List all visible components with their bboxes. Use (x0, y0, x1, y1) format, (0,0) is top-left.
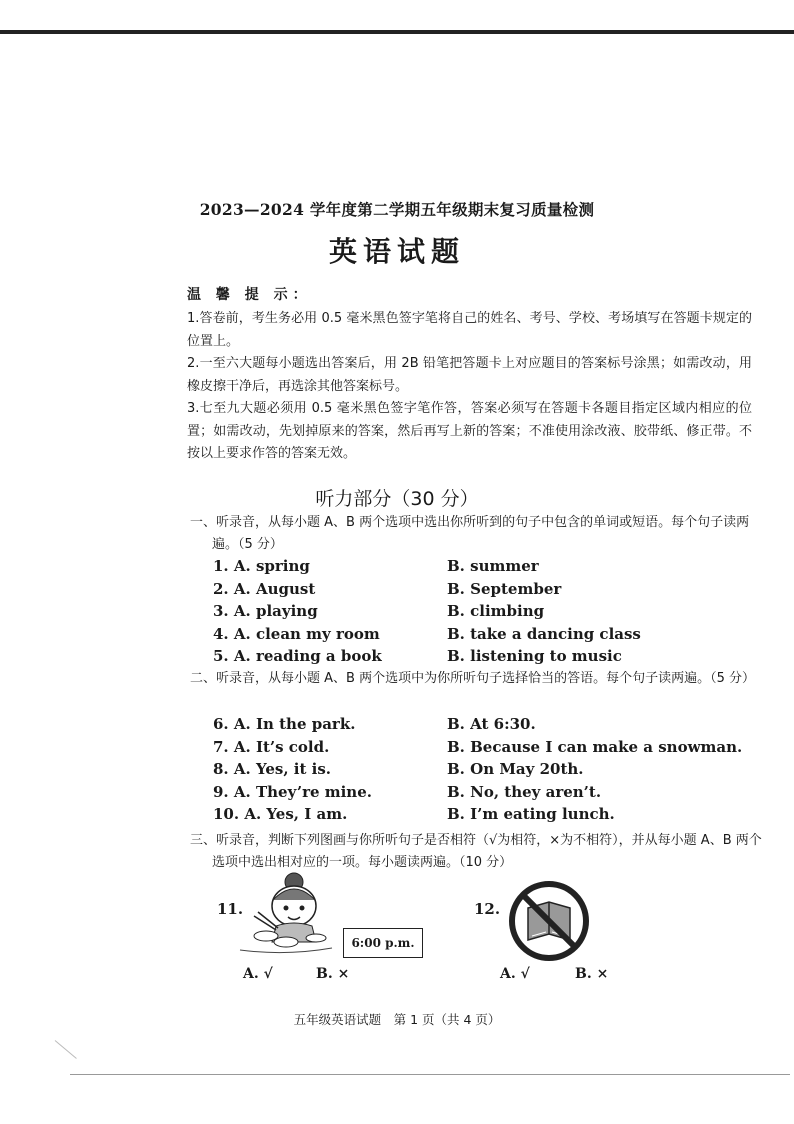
part1-instruction: 一、听录音，从每小题 A、B 两个选项中选出你所听到的句子中包含的单词或短语。每个句子读两遍。（5 分） (190, 515, 750, 552)
option-a: 9. A. They’re mine. (213, 782, 372, 801)
question-row (213, 715, 753, 738)
option-b: B. take a dancing class (447, 624, 641, 643)
question-row (213, 602, 753, 625)
option-b: B. summer (447, 557, 539, 575)
option-b: B. On May 20th. (447, 760, 584, 778)
no-book-sign-picture (506, 878, 592, 964)
question-row (213, 647, 753, 670)
question-row (213, 805, 753, 828)
question-row (213, 783, 753, 806)
option-b: B. Because I can make a snowman. (447, 737, 743, 756)
option-b: B. listening to music (447, 647, 622, 665)
q11-number: 11. (217, 900, 244, 918)
option-a: 1. A. spring (213, 557, 310, 575)
girl-eating-picture (236, 870, 336, 960)
part2-instruction: 二、听录音，从每小题 A、B 两个选项中为你所听句子选择恰当的答语。每个句子读两遍。（5 分） (190, 671, 755, 686)
page-footer: 五年级英语试题 第 1 页（共 4 页） (293, 1012, 501, 1027)
question-row (213, 625, 753, 648)
part2-questions (213, 715, 753, 828)
q12-option-b: B. × (575, 966, 609, 982)
part1-questions (213, 557, 753, 670)
option-a: 7. A. It’s cold. (213, 737, 330, 756)
tip-item: 2.一至六大题每小题选出答案后，用 2B 铅笔把答题卡上对应题目的答案标号涂黑；如需改动，用橡皮擦干净后，再选涂其他答案标号。 (187, 356, 752, 394)
part3-instruction: 三、听录音，判断下列图画与你所听句子是否相符（√为相符，×为不相符），并从每小题 A、B 两个选项中选出相对应的一项。每小题读两遍。（10 分） (190, 833, 762, 870)
question-row (213, 738, 753, 761)
q12-number: 12. (474, 900, 501, 918)
q11-option-a: A. √ (243, 966, 273, 982)
listening-section-title: 听力部分（30 分） (315, 488, 479, 510)
question-row (213, 580, 753, 603)
time-box: 6:00 p.m. (343, 928, 423, 958)
exam-title: 英语试题 (328, 235, 465, 268)
option-a: 8. A. Yes, it is. (213, 760, 332, 778)
option-a: 5. A. reading a book (213, 647, 382, 665)
exam-subtitle: 2023—2024 学年度第二学期五年级期末复习质量检测 (199, 200, 595, 219)
option-b: B. September (447, 579, 562, 598)
tip-item: 1.答卷前，考生务必用 0.5 毫米黑色签字笔将自己的姓名、考号、学校、考场填写在答题卡规定的位置上。 (187, 311, 752, 349)
option-a: 2. A. August (213, 579, 316, 598)
option-a: 4. A. clean my room (213, 624, 380, 643)
option-b: B. No, they aren’t. (447, 782, 602, 801)
question-row (213, 760, 753, 783)
option-a: 6. A. In the park. (213, 715, 356, 733)
tips-heading: 温 馨 提 示： (187, 287, 312, 303)
option-a: 10. A. Yes, I am. (213, 805, 348, 823)
question-row (213, 557, 753, 580)
scan-fold-mark (55, 1040, 77, 1059)
bottom-border (70, 1074, 790, 1075)
tips-block (187, 284, 752, 466)
option-a: 3. A. playing (213, 602, 318, 620)
option-b: B. I’m eating lunch. (447, 805, 615, 823)
option-b: B. At 6:30. (447, 715, 536, 733)
q11-option-b: B. × (316, 966, 350, 982)
top-border (0, 30, 794, 34)
q12-option-a: A. √ (500, 966, 530, 982)
option-b: B. climbing (447, 602, 545, 620)
tip-item: 3.七至九大题必须用 0.5 毫米黑色签字笔作答，答案必须写在答题卡各题目指定区域内相应的位置；如需改动，先划掉原来的答案，然后再写上新的答案；不准使用涂改液、胶带纸、修正带。不按以上要求作答的答案无效。 (187, 401, 752, 461)
